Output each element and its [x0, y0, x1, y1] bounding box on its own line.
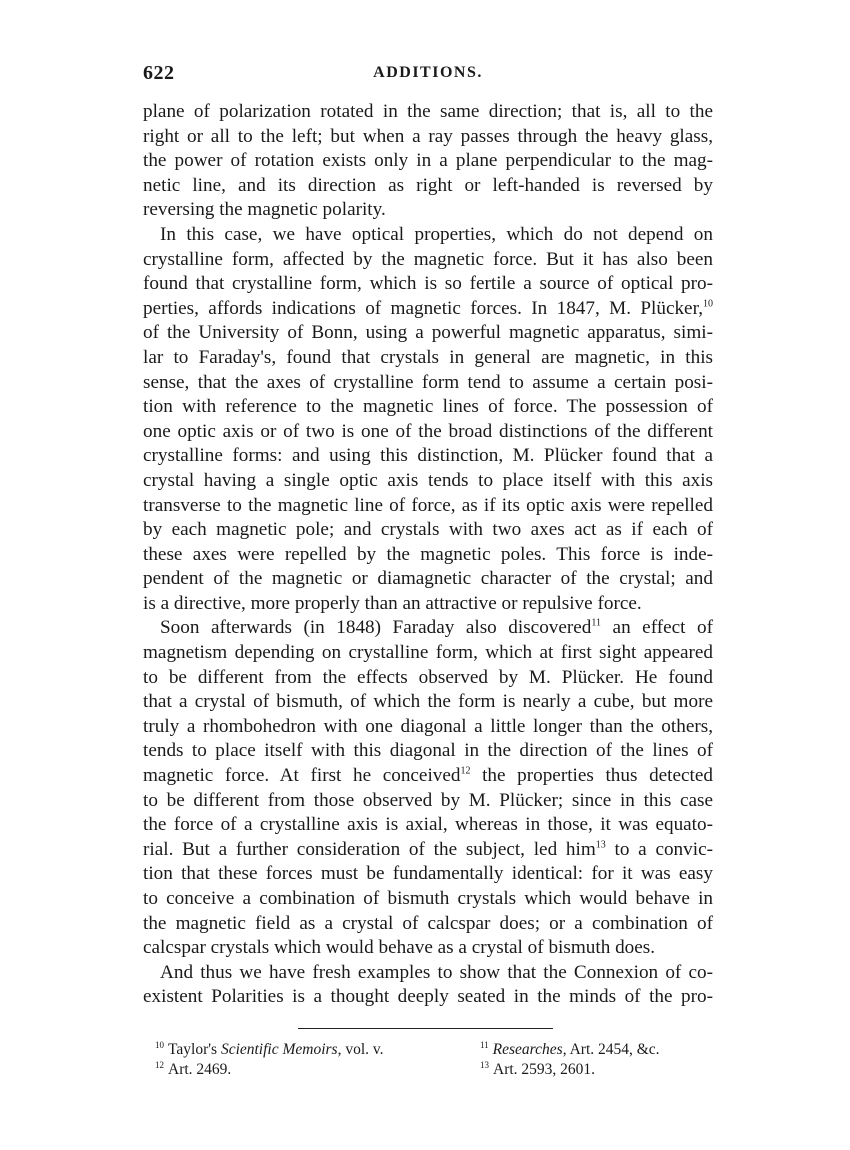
footnote-text: Art. 2469.	[168, 1061, 232, 1078]
text-line: one optic axis or of two is one of the broad distinctions of the different	[143, 420, 713, 442]
text-line: reversing the magnetic polarity.	[143, 199, 386, 221]
footnote-mark: 12	[155, 1059, 164, 1070]
text-line	[143, 616, 713, 641]
text-line: the magnetic field as a crystal of calcspar does; or a combination of	[143, 912, 713, 934]
text-line: crystal having a single optic axis tends to place itself with this axis	[143, 469, 713, 491]
text-line-tail: to a convic-	[605, 838, 713, 860]
text-line: of the University of Bonn, using a powerful magnetic apparatus, simi-	[143, 322, 713, 344]
page-header	[143, 62, 713, 88]
text-line: that a crystal of bismuth, of which the form is nearly a cube, but more	[143, 691, 713, 713]
text-line: And thus we have fresh examples to show that the Connexion of co-	[160, 961, 713, 983]
footnote-text: Taylor's	[168, 1041, 221, 1058]
text-line: to be different from the effects observed by M. Plücker. He found	[143, 666, 713, 688]
text-line-content: rial. But a further consideration of the subject, led him	[143, 838, 596, 860]
footnote-text: Art. 2593, 2601.	[493, 1061, 596, 1078]
footnote	[480, 1060, 595, 1080]
text-line	[143, 838, 713, 863]
text-line: to conceive a combination of bismuth crystals which would behave in	[143, 888, 713, 909]
text-line-tail: the properties thus detected	[470, 765, 713, 787]
text-line: found that crystalline form, which is so fertile a source of optical pro-	[143, 273, 713, 295]
text-line: sense, that the axes of crystalline form tend to assume a certain posi-	[143, 371, 713, 393]
footnote-ref: 10	[703, 298, 713, 310]
page-number: 622	[143, 62, 175, 84]
body-text	[143, 100, 713, 1010]
text-line: crystalline forms: and using this distinction, M. Plücker found that a	[143, 445, 713, 467]
footnote	[155, 1060, 231, 1080]
text-line: tends to place itself with this diagonal in the direction of the lines of	[143, 740, 713, 762]
text-line: netic line, and its direction as right or left-handed is reversed by	[143, 174, 713, 196]
text-line: the force of a crystalline axis is axial, whereas in those, it was equato-	[143, 814, 713, 836]
footnote-ref: 11	[591, 618, 602, 630]
text-line: by each magnetic pole; and crystals with two axes act as if each of	[143, 519, 713, 541]
footnote	[155, 1040, 384, 1060]
text-line	[143, 297, 713, 322]
footnote-text: , vol. v.	[337, 1041, 384, 1058]
text-line: lar to Faraday's, found that crystals in general are magnetic, in this	[143, 346, 713, 368]
text-line: truly a rhombohedron with one diagonal a little longer than the others,	[143, 715, 713, 737]
text-line: plane of polarization rotated in the same direction; that is, all to the	[143, 101, 713, 122]
footnote-italic: Scientific Memoirs	[220, 1041, 338, 1058]
footnote	[480, 1040, 660, 1060]
footnote-ref: 13	[595, 839, 606, 851]
footnote-mark: 13	[480, 1059, 489, 1070]
text-line: magnetism depending on crystalline form, which at first sight appeared	[143, 642, 713, 664]
footnote-mark: 10	[155, 1039, 164, 1050]
text-line-content: Soon afterwards (in 1848) Faraday also discovered	[160, 617, 592, 639]
footnote-italic: Researches	[492, 1041, 563, 1058]
text-line: crystalline form, affected by the magnetic force. But it has also been	[143, 248, 713, 270]
text-line: transverse to the magnetic line of force, as if its optic axis were repelled	[143, 494, 713, 516]
footnote-divider	[298, 1028, 553, 1029]
text-line: the power of rotation exists only in a plane perpendicular to the mag-	[143, 150, 713, 172]
text-line: these axes were repelled by the magnetic poles. This force is inde-	[143, 543, 713, 565]
text-line: right or all to the left; but when a ray passes through the heavy glass,	[143, 125, 713, 147]
text-line: In this case, we have optical properties, which do not depend on	[160, 223, 713, 245]
text-line: pendent of the magnetic or diamagnetic character of the crystal; and	[143, 568, 713, 590]
footnote-text: , Art. 2454, &c.	[562, 1041, 660, 1058]
text-line-content: magnetic force. At first he conceived	[143, 765, 461, 787]
running-head: ADDITIONS.	[373, 64, 483, 81]
text-line: is a directive, more properly than an attractive or repulsive force.	[143, 592, 642, 614]
footnote-mark: 11	[480, 1039, 489, 1050]
text-line-tail: an effect of	[601, 617, 713, 639]
text-line: existent Polarities is a thought deeply seated in the minds of the pro-	[143, 986, 713, 1008]
footnote-ref: 12	[460, 765, 471, 777]
text-line: tion with reference to the magnetic lines of force. The possession of	[143, 396, 713, 418]
text-line-content: perties, affords indications of magnetic forces. In 1847, M. Plücker,	[143, 297, 703, 319]
text-line	[143, 764, 713, 789]
text-line: calcspar crystals which would behave as a crystal of bismuth does.	[143, 937, 656, 959]
text-line: tion that these forces must be fundamentally identical: for it was easy	[143, 863, 713, 885]
text-line: to be different from those observed by M. Plücker; since in this case	[143, 789, 713, 811]
